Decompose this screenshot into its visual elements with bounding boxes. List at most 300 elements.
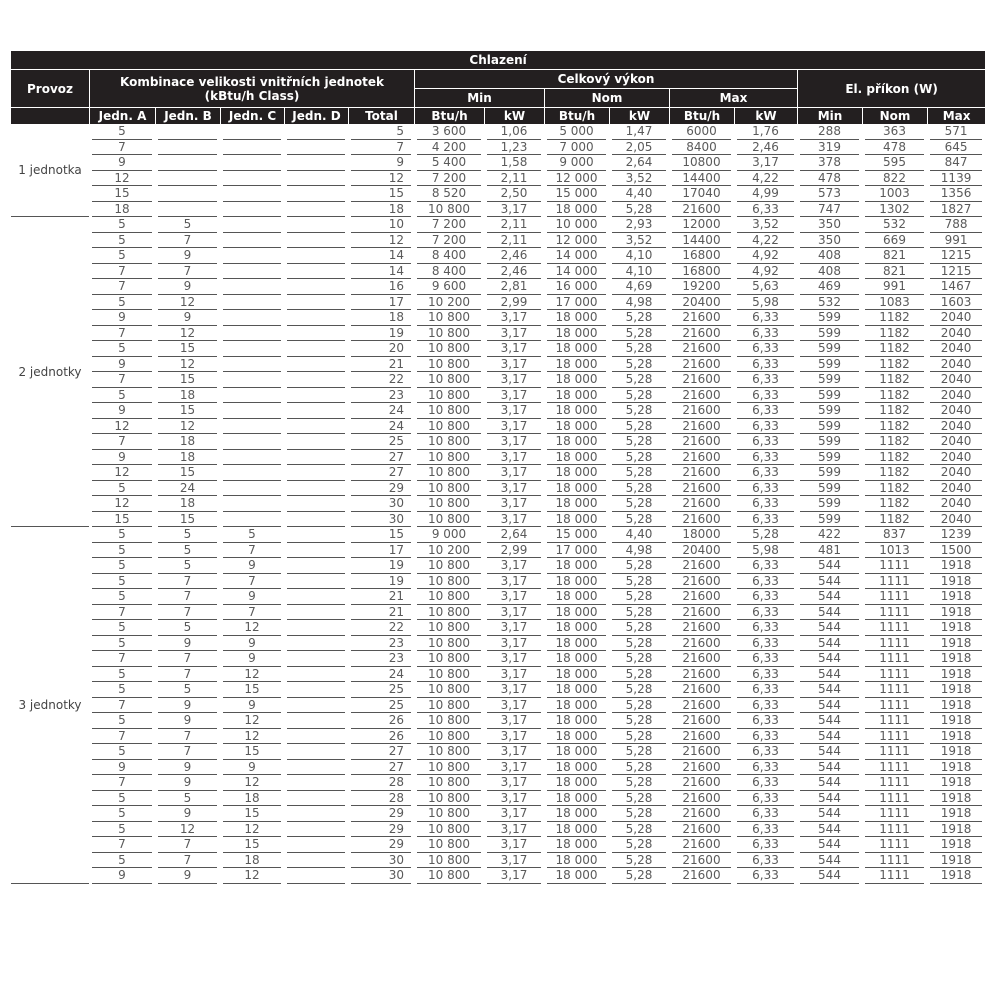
cell-max-btuh: 21600 — [669, 341, 734, 357]
cell-min-kw: 3,17 — [484, 806, 544, 822]
cell-power-min: 544 — [797, 636, 862, 652]
cell-unit-c: 12 — [220, 713, 284, 729]
cell-max-kw: 6,33 — [734, 481, 797, 497]
cell-unit-c — [220, 186, 284, 202]
cell-unit-b — [155, 155, 220, 171]
cell-min-kw: 2,99 — [484, 295, 544, 311]
cell-unit-c — [220, 264, 284, 280]
cell-nom-kw: 5,28 — [609, 760, 669, 776]
cell-unit-c: 7 — [220, 574, 284, 590]
cell-power-max: 1918 — [927, 806, 985, 822]
cell-nom-kw: 5,28 — [609, 388, 669, 404]
cell-min-kw: 3,17 — [484, 667, 544, 683]
cell-nom-btuh: 18 000 — [544, 682, 609, 698]
cell-unit-c: 12 — [220, 667, 284, 683]
cell-max-btuh: 21600 — [669, 589, 734, 605]
cell-unit-c — [220, 372, 284, 388]
cell-max-kw: 6,33 — [734, 729, 797, 745]
cell-unit-b — [155, 140, 220, 156]
cell-unit-a: 12 — [89, 496, 155, 512]
cell-min-btuh: 10 800 — [414, 574, 484, 590]
cell-nom-btuh: 18 000 — [544, 310, 609, 326]
cell-unit-d — [284, 698, 348, 714]
cell-power-nom: 1111 — [862, 682, 927, 698]
cell-nom-btuh: 18 000 — [544, 853, 609, 869]
cell-min-btuh: 3 600 — [414, 124, 484, 140]
cell-total: 24 — [348, 403, 414, 419]
cell-unit-d — [284, 155, 348, 171]
cell-max-btuh: 20400 — [669, 543, 734, 559]
cell-max-kw: 6,33 — [734, 558, 797, 574]
cell-min-btuh: 10 800 — [414, 806, 484, 822]
cell-unit-d — [284, 868, 348, 884]
cell-max-btuh: 21600 — [669, 791, 734, 807]
cell-unit-c — [220, 310, 284, 326]
cell-min-kw: 3,17 — [484, 403, 544, 419]
cell-nom-btuh: 17 000 — [544, 295, 609, 311]
header-combination — [89, 70, 414, 107]
cell-unit-a: 5 — [89, 822, 155, 838]
cell-min-btuh: 10 800 — [414, 636, 484, 652]
cell-max-kw: 6,33 — [734, 651, 797, 667]
cell-nom-btuh: 18 000 — [544, 822, 609, 838]
cell-total: 26 — [348, 729, 414, 745]
header-unit-b: Jedn. B — [155, 107, 220, 124]
cell-min-kw: 3,17 — [484, 341, 544, 357]
cell-nom-kw: 5,28 — [609, 605, 669, 621]
cell-max-kw: 6,33 — [734, 682, 797, 698]
cell-nom-kw: 5,28 — [609, 822, 669, 838]
cell-unit-c: 9 — [220, 558, 284, 574]
cell-unit-b: 12 — [155, 419, 220, 435]
cell-power-min: 288 — [797, 124, 862, 140]
cell-nom-btuh: 18 000 — [544, 729, 609, 745]
table-row — [11, 791, 985, 807]
cell-power-max: 2040 — [927, 496, 985, 512]
cell-power-min: 544 — [797, 620, 862, 636]
cell-min-btuh: 10 800 — [414, 651, 484, 667]
cell-min-kw: 3,17 — [484, 760, 544, 776]
cell-unit-c — [220, 450, 284, 466]
cell-power-max: 2040 — [927, 434, 985, 450]
cell-unit-c: 18 — [220, 853, 284, 869]
cell-unit-a: 12 — [89, 465, 155, 481]
cell-unit-d — [284, 202, 348, 218]
provoz-group-label: 3 jednotky — [11, 527, 89, 884]
cell-nom-kw: 5,28 — [609, 434, 669, 450]
cell-total: 25 — [348, 698, 414, 714]
cell-min-btuh: 10 800 — [414, 744, 484, 760]
cell-unit-b: 15 — [155, 403, 220, 419]
cell-unit-a: 5 — [89, 217, 155, 233]
cell-unit-c — [220, 512, 284, 528]
cell-nom-kw: 4,69 — [609, 279, 669, 295]
cell-nom-kw: 5,28 — [609, 698, 669, 714]
table-row — [11, 357, 985, 373]
cell-unit-d — [284, 574, 348, 590]
cell-power-min: 469 — [797, 279, 862, 295]
table-row — [11, 605, 985, 621]
cell-nom-btuh: 18 000 — [544, 713, 609, 729]
cell-power-nom: 1111 — [862, 760, 927, 776]
cell-max-btuh: 21600 — [669, 744, 734, 760]
cell-unit-a: 7 — [89, 729, 155, 745]
cell-unit-c: 12 — [220, 620, 284, 636]
table-row — [11, 713, 985, 729]
cell-unit-a: 7 — [89, 264, 155, 280]
cell-power-nom: 1111 — [862, 667, 927, 683]
cell-power-nom: 1111 — [862, 729, 927, 745]
table-row — [11, 822, 985, 838]
cell-nom-kw: 4,98 — [609, 295, 669, 311]
cell-nom-btuh: 18 000 — [544, 357, 609, 373]
cell-unit-d — [284, 310, 348, 326]
cell-total: 16 — [348, 279, 414, 295]
cell-max-kw: 4,22 — [734, 233, 797, 249]
table-row — [11, 527, 985, 543]
cell-power-max: 1918 — [927, 791, 985, 807]
cell-max-btuh: 21600 — [669, 636, 734, 652]
cell-unit-b: 18 — [155, 450, 220, 466]
cell-min-kw: 3,17 — [484, 434, 544, 450]
cell-max-btuh: 21600 — [669, 465, 734, 481]
cell-power-min: 599 — [797, 450, 862, 466]
cell-unit-c — [220, 155, 284, 171]
cell-min-btuh: 10 800 — [414, 403, 484, 419]
cell-nom-kw: 4,40 — [609, 527, 669, 543]
cell-max-btuh: 21600 — [669, 481, 734, 497]
cell-max-btuh: 19200 — [669, 279, 734, 295]
cell-min-btuh: 9 000 — [414, 527, 484, 543]
cell-unit-c: 5 — [220, 527, 284, 543]
cell-nom-kw: 5,28 — [609, 589, 669, 605]
table-row — [11, 667, 985, 683]
cell-nom-btuh: 10 000 — [544, 217, 609, 233]
cell-total: 30 — [348, 512, 414, 528]
cell-power-max: 2040 — [927, 326, 985, 342]
cell-max-kw: 6,33 — [734, 202, 797, 218]
cell-unit-a: 5 — [89, 233, 155, 249]
cell-total: 21 — [348, 589, 414, 605]
cell-total: 23 — [348, 388, 414, 404]
cell-unit-a: 7 — [89, 434, 155, 450]
cell-nom-btuh: 17 000 — [544, 543, 609, 559]
cell-unit-a: 9 — [89, 155, 155, 171]
cell-unit-b: 18 — [155, 388, 220, 404]
cell-power-max: 571 — [927, 124, 985, 140]
cell-min-kw: 3,17 — [484, 589, 544, 605]
cell-unit-d — [284, 481, 348, 497]
cell-unit-a: 5 — [89, 682, 155, 698]
cell-unit-d — [284, 295, 348, 311]
cell-unit-a: 5 — [89, 620, 155, 636]
cell-power-nom: 1111 — [862, 589, 927, 605]
cell-unit-c: 12 — [220, 822, 284, 838]
cell-unit-a: 5 — [89, 481, 155, 497]
cell-unit-b: 9 — [155, 713, 220, 729]
cell-unit-d — [284, 605, 348, 621]
header-power-nom: Nom — [862, 107, 927, 124]
table-row — [11, 512, 985, 528]
cell-power-max: 2040 — [927, 450, 985, 466]
header-power-max: Max — [927, 107, 985, 124]
cell-total: 28 — [348, 791, 414, 807]
table-row — [11, 698, 985, 714]
cell-power-max: 1356 — [927, 186, 985, 202]
cell-min-btuh: 10 800 — [414, 837, 484, 853]
cell-max-btuh: 17040 — [669, 186, 734, 202]
cell-power-nom: 1111 — [862, 791, 927, 807]
cell-max-btuh: 21600 — [669, 310, 734, 326]
cell-max-btuh: 21600 — [669, 357, 734, 373]
cell-max-btuh: 21600 — [669, 682, 734, 698]
cell-min-btuh: 10 800 — [414, 481, 484, 497]
table-row — [11, 744, 985, 760]
cell-total: 5 — [348, 124, 414, 140]
table-row — [11, 481, 985, 497]
table-row — [11, 837, 985, 853]
cell-unit-b: 7 — [155, 264, 220, 280]
cell-unit-a: 9 — [89, 760, 155, 776]
cell-total: 27 — [348, 465, 414, 481]
cell-power-max: 1827 — [927, 202, 985, 218]
cell-nom-btuh: 16 000 — [544, 279, 609, 295]
cell-power-nom: 1111 — [862, 822, 927, 838]
cell-power-min: 544 — [797, 605, 862, 621]
cell-unit-c: 15 — [220, 837, 284, 853]
cell-min-btuh: 10 800 — [414, 450, 484, 466]
table-row — [11, 248, 985, 264]
table-row — [11, 171, 985, 187]
cell-max-btuh: 21600 — [669, 806, 734, 822]
cell-unit-d — [284, 822, 348, 838]
cell-power-nom: 1111 — [862, 574, 927, 590]
cell-power-min: 544 — [797, 589, 862, 605]
table-row — [11, 465, 985, 481]
cell-nom-btuh: 14 000 — [544, 264, 609, 280]
cell-power-nom: 1182 — [862, 512, 927, 528]
cell-max-kw: 6,33 — [734, 465, 797, 481]
cell-max-kw: 6,33 — [734, 806, 797, 822]
cell-power-nom: 1182 — [862, 450, 927, 466]
cell-unit-b: 5 — [155, 682, 220, 698]
cell-min-btuh: 8 400 — [414, 248, 484, 264]
cell-max-btuh: 21600 — [669, 496, 734, 512]
cell-unit-b: 9 — [155, 760, 220, 776]
cell-min-btuh: 10 800 — [414, 729, 484, 745]
cell-unit-c: 9 — [220, 698, 284, 714]
cell-nom-btuh: 18 000 — [544, 202, 609, 218]
cell-nom-kw: 2,05 — [609, 140, 669, 156]
cell-min-kw: 3,17 — [484, 605, 544, 621]
cell-unit-a: 12 — [89, 171, 155, 187]
cell-nom-kw: 5,28 — [609, 465, 669, 481]
cell-min-btuh: 7 200 — [414, 171, 484, 187]
header-nom-btuh: Btu/h — [544, 107, 609, 124]
cell-power-nom: 1111 — [862, 636, 927, 652]
cell-unit-a: 7 — [89, 605, 155, 621]
cell-power-min: 544 — [797, 713, 862, 729]
cell-power-nom: 1111 — [862, 698, 927, 714]
cell-min-kw: 3,17 — [484, 372, 544, 388]
cell-max-btuh: 21600 — [669, 372, 734, 388]
cell-nom-btuh: 18 000 — [544, 388, 609, 404]
cell-min-btuh: 10 800 — [414, 202, 484, 218]
cell-total: 30 — [348, 496, 414, 512]
table-row — [11, 388, 985, 404]
cell-power-min: 599 — [797, 326, 862, 342]
cell-unit-a: 9 — [89, 310, 155, 326]
cell-max-kw: 6,33 — [734, 589, 797, 605]
cell-min-btuh: 10 800 — [414, 605, 484, 621]
table-row — [11, 543, 985, 559]
cell-unit-c — [220, 465, 284, 481]
cell-max-kw: 4,22 — [734, 171, 797, 187]
cell-unit-d — [284, 729, 348, 745]
cell-nom-kw: 5,28 — [609, 713, 669, 729]
cell-max-kw: 5,28 — [734, 527, 797, 543]
cell-unit-c — [220, 357, 284, 373]
cell-power-min: 350 — [797, 217, 862, 233]
cell-power-min: 544 — [797, 868, 862, 884]
cell-nom-kw: 4,40 — [609, 186, 669, 202]
cell-unit-b: 5 — [155, 527, 220, 543]
cell-min-kw: 1,06 — [484, 124, 544, 140]
cell-min-btuh: 10 800 — [414, 372, 484, 388]
cell-nom-btuh: 18 000 — [544, 806, 609, 822]
cell-unit-a: 5 — [89, 124, 155, 140]
cell-min-btuh: 8 520 — [414, 186, 484, 202]
cell-power-nom: 1111 — [862, 744, 927, 760]
cell-unit-a: 5 — [89, 744, 155, 760]
cell-unit-d — [284, 853, 348, 869]
cell-total: 18 — [348, 310, 414, 326]
header-capacity-max: Max — [669, 89, 797, 107]
cell-nom-kw: 3,52 — [609, 233, 669, 249]
cell-min-btuh: 10 800 — [414, 698, 484, 714]
header-capacity-nom: Nom — [544, 89, 669, 107]
cell-total: 17 — [348, 295, 414, 311]
cell-min-kw: 3,17 — [484, 698, 544, 714]
cell-unit-b: 5 — [155, 791, 220, 807]
header-power-min: Min — [797, 107, 862, 124]
cell-max-btuh: 21600 — [669, 713, 734, 729]
cell-max-btuh: 21600 — [669, 558, 734, 574]
cell-max-btuh: 21600 — [669, 651, 734, 667]
cell-power-nom: 1111 — [862, 775, 927, 791]
cell-max-kw: 6,33 — [734, 419, 797, 435]
cell-nom-btuh: 15 000 — [544, 527, 609, 543]
cell-total: 30 — [348, 868, 414, 884]
cell-unit-b: 12 — [155, 822, 220, 838]
table-row — [11, 155, 985, 171]
cell-power-max: 2040 — [927, 419, 985, 435]
cell-unit-b: 7 — [155, 605, 220, 621]
cell-unit-d — [284, 264, 348, 280]
cell-unit-c: 15 — [220, 682, 284, 698]
cell-unit-b: 7 — [155, 744, 220, 760]
cell-total: 21 — [348, 357, 414, 373]
cell-min-kw: 2,11 — [484, 171, 544, 187]
cell-nom-kw: 5,28 — [609, 419, 669, 435]
cell-unit-b: 9 — [155, 868, 220, 884]
cell-min-kw: 2,64 — [484, 527, 544, 543]
cell-min-btuh: 10 800 — [414, 341, 484, 357]
cell-power-min: 544 — [797, 775, 862, 791]
cell-min-btuh: 10 800 — [414, 434, 484, 450]
cell-nom-kw: 5,28 — [609, 341, 669, 357]
cell-nom-kw: 5,28 — [609, 651, 669, 667]
cell-nom-btuh: 18 000 — [544, 589, 609, 605]
cell-unit-b: 7 — [155, 589, 220, 605]
cell-total: 30 — [348, 853, 414, 869]
cell-unit-c: 7 — [220, 543, 284, 559]
cell-total: 21 — [348, 605, 414, 621]
cell-unit-c: 12 — [220, 729, 284, 745]
cell-power-nom: 1111 — [862, 853, 927, 869]
cell-unit-b: 7 — [155, 667, 220, 683]
cell-total: 10 — [348, 217, 414, 233]
cell-unit-a: 5 — [89, 853, 155, 869]
cell-power-nom: 1182 — [862, 388, 927, 404]
cell-power-min: 544 — [797, 667, 862, 683]
cell-unit-b: 15 — [155, 372, 220, 388]
cell-min-kw: 3,17 — [484, 310, 544, 326]
provoz-group-label: 2 jednotky — [11, 217, 89, 527]
cell-max-kw: 6,33 — [734, 713, 797, 729]
cell-unit-d — [284, 326, 348, 342]
cell-max-kw: 6,33 — [734, 310, 797, 326]
cell-unit-a: 5 — [89, 388, 155, 404]
cell-total: 12 — [348, 171, 414, 187]
table-row — [11, 202, 985, 218]
cell-unit-d — [284, 543, 348, 559]
cell-max-btuh: 21600 — [669, 202, 734, 218]
header-unit-c: Jedn. C — [220, 107, 284, 124]
cell-power-max: 991 — [927, 233, 985, 249]
cell-unit-b — [155, 124, 220, 140]
cell-max-kw: 6,33 — [734, 822, 797, 838]
cell-unit-b: 18 — [155, 434, 220, 450]
cell-min-btuh: 10 800 — [414, 512, 484, 528]
header-max-btuh: Btu/h — [669, 107, 734, 124]
cell-nom-btuh: 12 000 — [544, 171, 609, 187]
cell-nom-kw: 2,93 — [609, 217, 669, 233]
cell-max-btuh: 21600 — [669, 620, 734, 636]
cell-unit-b: 9 — [155, 248, 220, 264]
cell-total: 24 — [348, 667, 414, 683]
cell-power-max: 1239 — [927, 527, 985, 543]
cell-min-btuh: 10 800 — [414, 558, 484, 574]
cell-max-kw: 6,33 — [734, 791, 797, 807]
cell-power-nom: 821 — [862, 264, 927, 280]
cell-power-max: 1918 — [927, 868, 985, 884]
cell-min-kw: 3,17 — [484, 512, 544, 528]
cell-nom-btuh: 18 000 — [544, 558, 609, 574]
header-nom-kw: kW — [609, 107, 669, 124]
cell-min-btuh: 10 800 — [414, 589, 484, 605]
cell-power-max: 2040 — [927, 512, 985, 528]
cell-min-kw: 3,17 — [484, 837, 544, 853]
cell-unit-c — [220, 434, 284, 450]
cell-total: 29 — [348, 837, 414, 853]
header-max-kw: kW — [734, 107, 797, 124]
cell-power-nom: 1182 — [862, 465, 927, 481]
cell-total: 29 — [348, 481, 414, 497]
cell-nom-kw: 5,28 — [609, 636, 669, 652]
cell-power-max: 1918 — [927, 589, 985, 605]
cell-unit-c: 15 — [220, 744, 284, 760]
